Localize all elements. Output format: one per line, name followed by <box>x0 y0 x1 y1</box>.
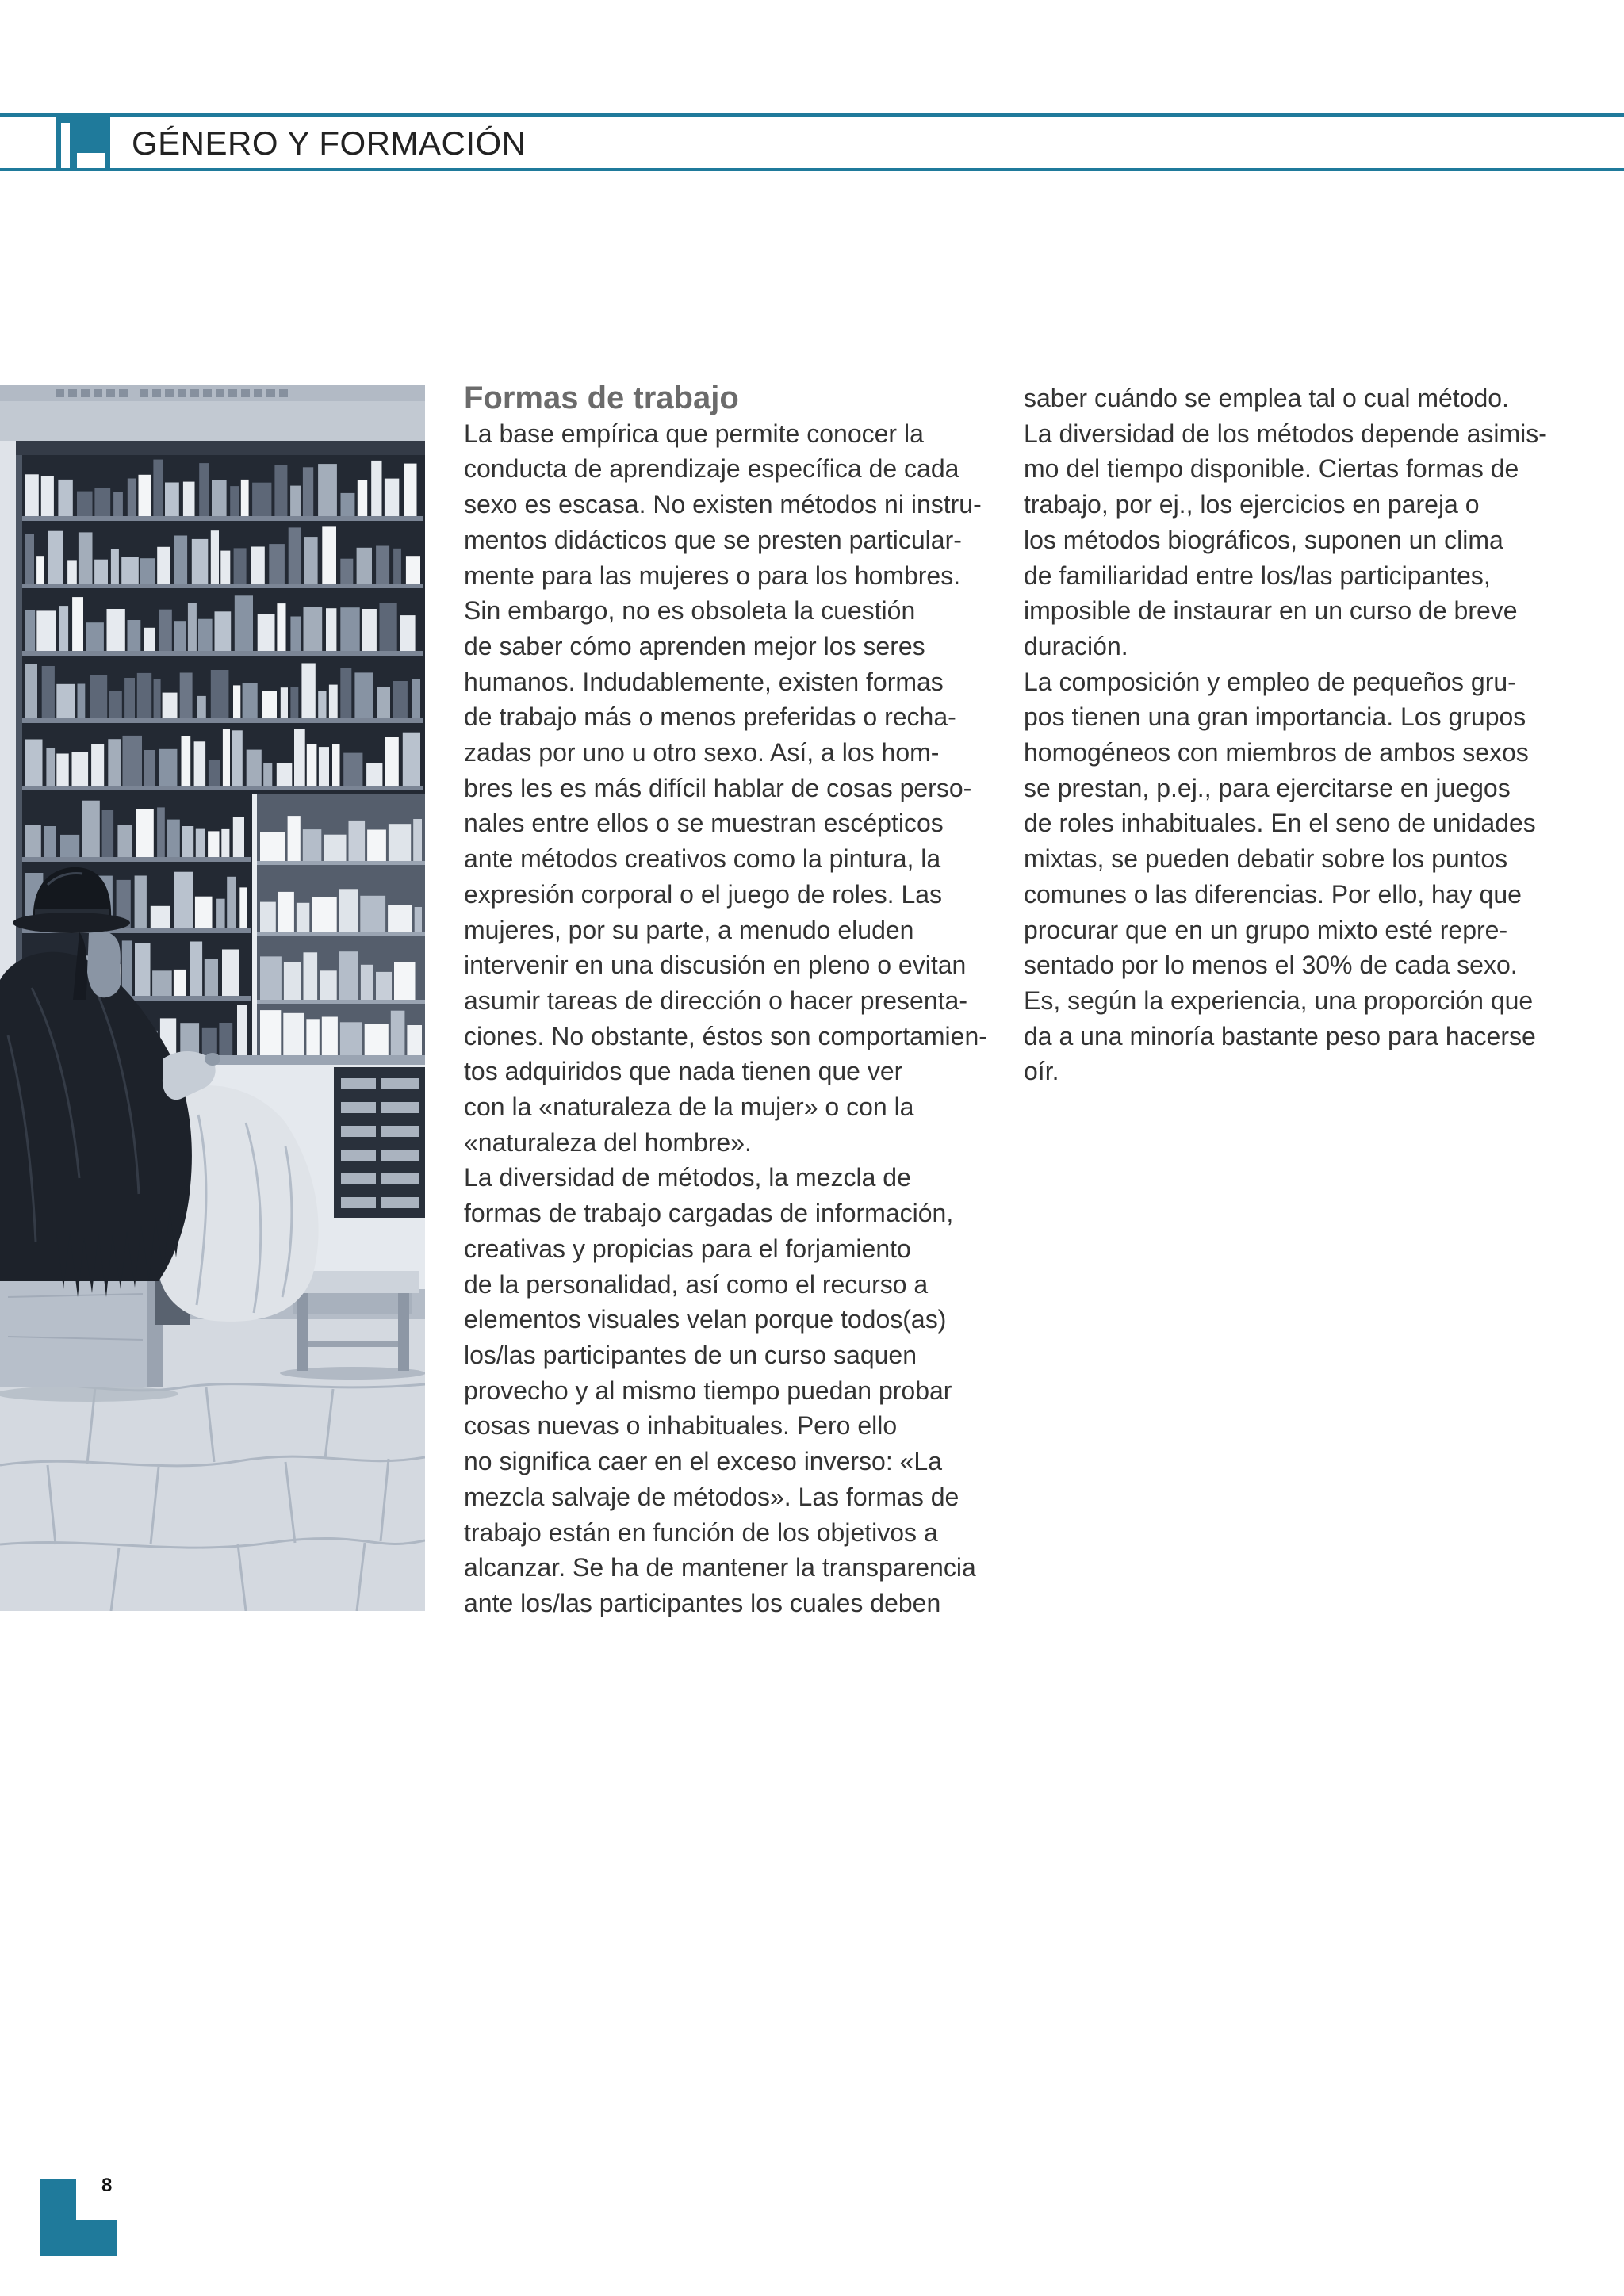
shelf-product <box>72 752 89 786</box>
shelf-product <box>277 603 285 651</box>
shelf-product <box>376 546 389 584</box>
shelf-product <box>139 475 151 516</box>
shelf-product <box>190 942 202 997</box>
shelf-product <box>209 760 220 786</box>
shelf-product <box>42 666 55 718</box>
text-line: La diversidad de los métodos depende asimis- <box>1024 419 1547 448</box>
paragraph <box>1024 664 1579 1089</box>
text-line: asumir tareas de dirección o hacer presenta- <box>464 985 967 1015</box>
text-line: da a una minoría bastante peso para hacerse <box>1024 1021 1536 1050</box>
text-line: expresión corporal o el juego de roles. Las <box>464 879 943 909</box>
text-line: provecho y al mismo tiempo puedan probar <box>464 1376 952 1405</box>
shelf-product <box>25 534 34 584</box>
shelf-product <box>86 622 104 651</box>
shelf-product <box>212 480 227 516</box>
text-line: ciones. No obstante, éstos son comportamien- <box>464 1021 987 1050</box>
shelf-product <box>67 560 77 584</box>
shelf-product <box>294 729 305 786</box>
shelf-product <box>371 461 381 516</box>
text-line: formas de trabajo cargadas de información, <box>464 1199 954 1228</box>
shelf-product <box>258 614 275 651</box>
shelf-product <box>167 820 180 857</box>
shelf-product <box>243 683 258 718</box>
shelf-product <box>329 685 338 718</box>
shelf-product <box>151 906 170 928</box>
text-line: nales entre ellos o se muestran escépticos <box>464 809 944 838</box>
shelf-product <box>137 673 151 718</box>
shelf-product <box>124 678 135 718</box>
text-line: zadas por uno u otro sexo. Así, a los hom- <box>464 738 940 767</box>
shelf-product <box>233 685 240 718</box>
shelf-product <box>174 621 186 651</box>
shelf-product <box>241 480 249 516</box>
shelf-product <box>140 558 155 584</box>
text-line: imposible de instaurar en un curso de breve <box>1024 596 1518 626</box>
shelf-product <box>220 551 230 584</box>
shelf-product <box>94 488 110 516</box>
shelf-product <box>318 691 326 718</box>
display-product <box>260 1010 281 1059</box>
shelf-product <box>290 617 301 652</box>
shelf-product <box>340 668 351 718</box>
display-product <box>339 889 358 932</box>
shelf-product <box>182 736 191 786</box>
text-line: «naturaleza del hombre». <box>464 1127 752 1157</box>
shelf-product <box>109 691 121 718</box>
shelf-product <box>194 741 206 786</box>
shelf-product <box>404 464 416 516</box>
text-line: no significa caer en el exceso inverso: «La <box>464 1447 943 1476</box>
display-product <box>306 1019 319 1059</box>
text-line: tos adquiridos que nada tienen que ver <box>464 1057 903 1086</box>
shelf-product <box>25 610 35 651</box>
shelf-product <box>165 483 179 517</box>
shelf-product <box>301 664 315 719</box>
display-product <box>303 829 322 861</box>
text-line: cosas nuevas o inhabituales. Pero ello <box>464 1411 898 1441</box>
shelf-product <box>159 610 172 651</box>
shelf-product <box>377 687 390 718</box>
shelf-product <box>123 736 143 786</box>
text-line: procurar que en un grupo mixto esté repre- <box>1024 915 1508 944</box>
display-product <box>322 1017 338 1060</box>
shelf-product <box>322 526 336 584</box>
shelf-product <box>44 826 56 857</box>
text-line: conducta de aprendizaje específica de cada <box>464 454 959 484</box>
text-line: de saber cómo aprenden mejor los seres <box>464 631 925 660</box>
shop-sign <box>0 385 425 441</box>
shelf-product <box>113 492 123 516</box>
text-line: trabajo están en función de los objetivos a <box>464 1517 938 1547</box>
shelf-product <box>153 460 163 516</box>
shelf-product <box>174 872 193 928</box>
shelf-product <box>400 615 416 651</box>
text-line: de trabajo más o menos preferidas o recha- <box>464 702 956 732</box>
shelf-product <box>235 595 253 651</box>
display-product <box>260 902 276 932</box>
text-line: mixtas, se pueden debatir sobre los puntos <box>1024 844 1508 874</box>
display-product <box>389 824 411 861</box>
shelf-product <box>362 609 377 651</box>
text-line: humanos. Indudablemente, existen formas <box>464 667 944 696</box>
paragraph <box>1024 416 1579 664</box>
shelf-product <box>79 532 93 584</box>
shelf-product <box>107 609 125 651</box>
shelf-product <box>48 531 63 584</box>
shelf-product <box>182 826 193 857</box>
face <box>87 931 121 997</box>
shelf-product <box>144 628 155 651</box>
shelf-product <box>319 747 329 786</box>
display-case <box>252 794 425 1063</box>
shelf-product <box>289 527 301 584</box>
shelf-product <box>403 733 420 786</box>
shelf-product <box>380 603 397 651</box>
text-line: ante métodos creativos como la pintura, la <box>464 844 941 874</box>
shelf-product <box>25 740 43 786</box>
shelf-product <box>354 672 373 718</box>
shelf-product <box>77 492 93 516</box>
shelf-product <box>358 480 367 516</box>
shelf-product <box>183 482 195 516</box>
paragraph <box>464 1160 1003 1621</box>
text-line: sentado por lo menos el 30% de cada sexo. <box>1024 951 1518 980</box>
shelf-product <box>366 763 382 786</box>
shop-frame-top <box>0 441 425 455</box>
text-line: La base empírica que permite conocer la <box>464 419 924 448</box>
display-product <box>304 952 318 1000</box>
text-line: mentos didácticos que se presten particular- <box>464 525 962 554</box>
text-line: alcanzar. Se ha de mantener la transparencia <box>464 1553 976 1582</box>
shelf-product <box>227 877 236 928</box>
display-product <box>376 972 392 1000</box>
shelf-product <box>94 560 108 584</box>
text-line: de familiaridad entre los/las participantes, <box>1024 561 1491 590</box>
shelf-product <box>90 675 107 718</box>
shelf-product <box>216 899 225 928</box>
shelf-product <box>290 687 298 718</box>
display-product <box>297 903 309 932</box>
brand-corner-icon <box>56 117 110 168</box>
display-product <box>339 951 358 1000</box>
shelf-product <box>144 750 155 786</box>
text-line: mujeres, por su parte, a menudo eluden <box>464 915 914 944</box>
shelf-product <box>290 486 301 516</box>
shelf-product <box>128 479 136 517</box>
display-product <box>340 1022 362 1059</box>
display-product <box>415 907 422 932</box>
shelf-product <box>199 463 209 516</box>
paragraph <box>464 416 1003 1161</box>
text-line: La diversidad de métodos, la mezcla de <box>464 1163 911 1192</box>
shelf-product <box>281 687 288 718</box>
paragraph <box>1024 381 1579 416</box>
display-product <box>394 962 416 1000</box>
shelf-product <box>252 483 271 516</box>
shelf-product <box>237 1004 247 1059</box>
text-line: pos tienen una gran importancia. Los grupos <box>1024 702 1526 732</box>
shelf-product <box>247 750 262 786</box>
hand <box>205 1053 220 1066</box>
shelf-product <box>25 825 41 857</box>
shelf-product <box>195 897 213 928</box>
text-line: comunes o las diferencias. Por ello, hay que <box>1024 879 1522 909</box>
shelf-board <box>22 786 423 790</box>
shelf-product <box>233 817 244 858</box>
shelf-product <box>192 539 208 584</box>
text-line: de la personalidad, así como el recurso a <box>464 1269 929 1299</box>
shelf-product <box>219 1023 232 1059</box>
display-product <box>283 1013 304 1059</box>
shelf-board <box>22 651 423 656</box>
shelf-product <box>304 537 318 584</box>
shelf-product <box>340 607 359 651</box>
shelf-product <box>274 465 287 516</box>
shelf-product <box>340 559 353 584</box>
shelf-product <box>136 809 153 857</box>
text-line: los métodos biográficos, suponen un clima <box>1024 525 1503 554</box>
shelf-product <box>122 940 132 996</box>
display-product <box>349 821 366 861</box>
shop-photo <box>0 385 425 1611</box>
display-product <box>391 1011 405 1059</box>
text-line: Es, según la experiencia, una proporción que <box>1024 985 1534 1015</box>
text-line: saber cuándo se emplea tal o cual método. <box>1024 384 1509 412</box>
shelf-product <box>25 664 37 718</box>
shelf-product <box>393 681 408 718</box>
shelf-product <box>304 607 323 651</box>
shelf-product <box>78 684 86 719</box>
shelf-product <box>117 825 132 857</box>
shelf-product <box>385 737 399 786</box>
shelf-product <box>303 467 313 516</box>
display-product <box>312 897 336 932</box>
shelf-product <box>262 691 278 718</box>
text-line: de roles inhabituales. En el seno de unidades <box>1024 809 1536 838</box>
display-product <box>260 956 282 1000</box>
shelf-board <box>22 516 423 521</box>
shelf-product <box>230 486 239 516</box>
shelf-product <box>205 959 218 996</box>
shelf-product <box>128 620 141 651</box>
display-product <box>284 962 301 1000</box>
shelf-product <box>25 474 39 516</box>
shelf-board <box>22 718 423 723</box>
text-line: homogéneos con miembros de ambos sexos <box>1024 738 1529 767</box>
shelf-product <box>152 970 172 996</box>
shelf-product <box>263 763 272 786</box>
shelf-product <box>197 696 206 718</box>
text-line: intervenir en una discusión en pleno o evitan <box>464 951 967 980</box>
shelf-product <box>357 548 372 584</box>
shelf-product <box>72 597 83 651</box>
text-line: trabajo, por ej., los ejercicios en pareja o <box>1024 490 1480 519</box>
shelf-product <box>234 548 247 584</box>
display-product <box>407 1025 422 1059</box>
section-heading: Formas de trabajo <box>464 381 739 415</box>
display-product <box>324 835 346 861</box>
shelf-product <box>221 829 229 857</box>
display-product <box>361 965 373 1000</box>
display-product <box>288 816 301 861</box>
shelf-product <box>232 730 243 786</box>
page-number: 8 <box>102 2175 113 2196</box>
display-product <box>278 892 294 932</box>
text-line: duración. <box>1024 631 1128 660</box>
shelf-product <box>135 876 147 929</box>
shelf-product <box>211 670 229 718</box>
text-line: ante los/las participantes los cuales deben <box>464 1588 941 1617</box>
shelf-product <box>56 684 75 718</box>
shelf-product <box>215 611 232 651</box>
shelf-product <box>277 763 293 786</box>
header-bottom-rule <box>0 168 1624 171</box>
shelf-product <box>208 831 219 857</box>
shelf-product <box>393 549 401 584</box>
display-shelf <box>257 932 425 936</box>
shelf-product <box>157 807 165 857</box>
display-product <box>360 896 385 932</box>
text-line: mo del tiempo disponible. Ciertas formas de <box>1024 454 1519 484</box>
shelf-product <box>318 464 337 516</box>
shelf-product <box>326 608 336 651</box>
shelf-product <box>180 673 193 719</box>
shelf-product <box>111 549 119 584</box>
text-line: sexo es escasa. No existen métodos ni instru- <box>464 490 982 519</box>
shelf-product <box>406 556 420 584</box>
shelf-product <box>108 739 121 786</box>
shelf-product <box>341 493 355 516</box>
text-line: creativas y propicias para el forjamiento <box>464 1234 911 1263</box>
shelf-product <box>239 887 247 928</box>
shelf-product <box>188 603 197 651</box>
shelf-product <box>198 619 213 651</box>
display-product <box>367 830 386 862</box>
text-line: con la «naturaleza de la mujer» o con la <box>464 1093 914 1122</box>
shelf-product <box>223 729 230 786</box>
shelf-product <box>91 744 104 786</box>
shelf-product <box>36 610 56 651</box>
display-shelf <box>257 861 425 865</box>
column-1 <box>464 381 1003 1621</box>
shelf-product <box>46 748 55 786</box>
shelf-product <box>163 693 178 718</box>
shelf-product <box>174 970 186 996</box>
shelf-product <box>385 479 399 516</box>
text-line: oír. <box>1024 1057 1059 1086</box>
shelf-product <box>82 801 100 857</box>
shelf-product <box>211 530 219 584</box>
shelf-board <box>22 584 423 588</box>
display-shelf <box>257 1000 425 1004</box>
shelf-product <box>36 556 44 584</box>
shelf-product <box>222 950 239 997</box>
text-line: se prestan, p.ej., para ejercitarse en juegos <box>1024 773 1511 802</box>
shelf-product <box>58 480 72 516</box>
shelf-product <box>174 536 187 584</box>
shelf-product <box>59 606 68 651</box>
shelf-board <box>22 857 251 862</box>
display-product <box>388 905 412 932</box>
text-line: elementos visuales velan porque todos(as) <box>464 1305 947 1334</box>
display-product <box>413 819 422 861</box>
text-line: mente para las mujeres o para los hombres. <box>464 561 961 590</box>
shelf-product <box>60 835 79 857</box>
shelf-product <box>332 744 340 786</box>
shelf-product <box>102 810 114 857</box>
shelf-product <box>41 476 54 516</box>
running-header-title: GÉNERO Y FORMACIÓN <box>132 124 527 162</box>
shelf-product <box>135 943 151 997</box>
card-display <box>334 1067 425 1218</box>
display-product <box>365 1024 389 1059</box>
text-line: mezcla salvaje de métodos». Las formas de <box>464 1482 959 1511</box>
shelf-product <box>56 754 68 786</box>
display-product <box>320 970 337 1000</box>
shelf-product <box>121 557 139 584</box>
shelf-product <box>269 544 285 584</box>
shelf-product <box>251 547 265 584</box>
text-line: La composición y empleo de pequeños gru- <box>1024 667 1516 696</box>
display-product <box>260 832 285 861</box>
shelf-product <box>307 744 317 786</box>
header-top-rule <box>0 113 1624 117</box>
text-line: Sin embargo, no es obsoleta la cuestión <box>464 596 916 626</box>
shelf-product <box>159 749 178 786</box>
shelf-product <box>343 753 362 786</box>
shelf-product <box>196 829 205 857</box>
text-line: bres les es más difícil hablar de cosas perso- <box>464 773 972 802</box>
shelf-product <box>157 547 170 584</box>
text-line: los/las participantes de un curso saquen <box>464 1340 917 1369</box>
shelf-product <box>412 679 420 718</box>
column-2 <box>1024 381 1579 1089</box>
shelf-product <box>154 679 161 718</box>
